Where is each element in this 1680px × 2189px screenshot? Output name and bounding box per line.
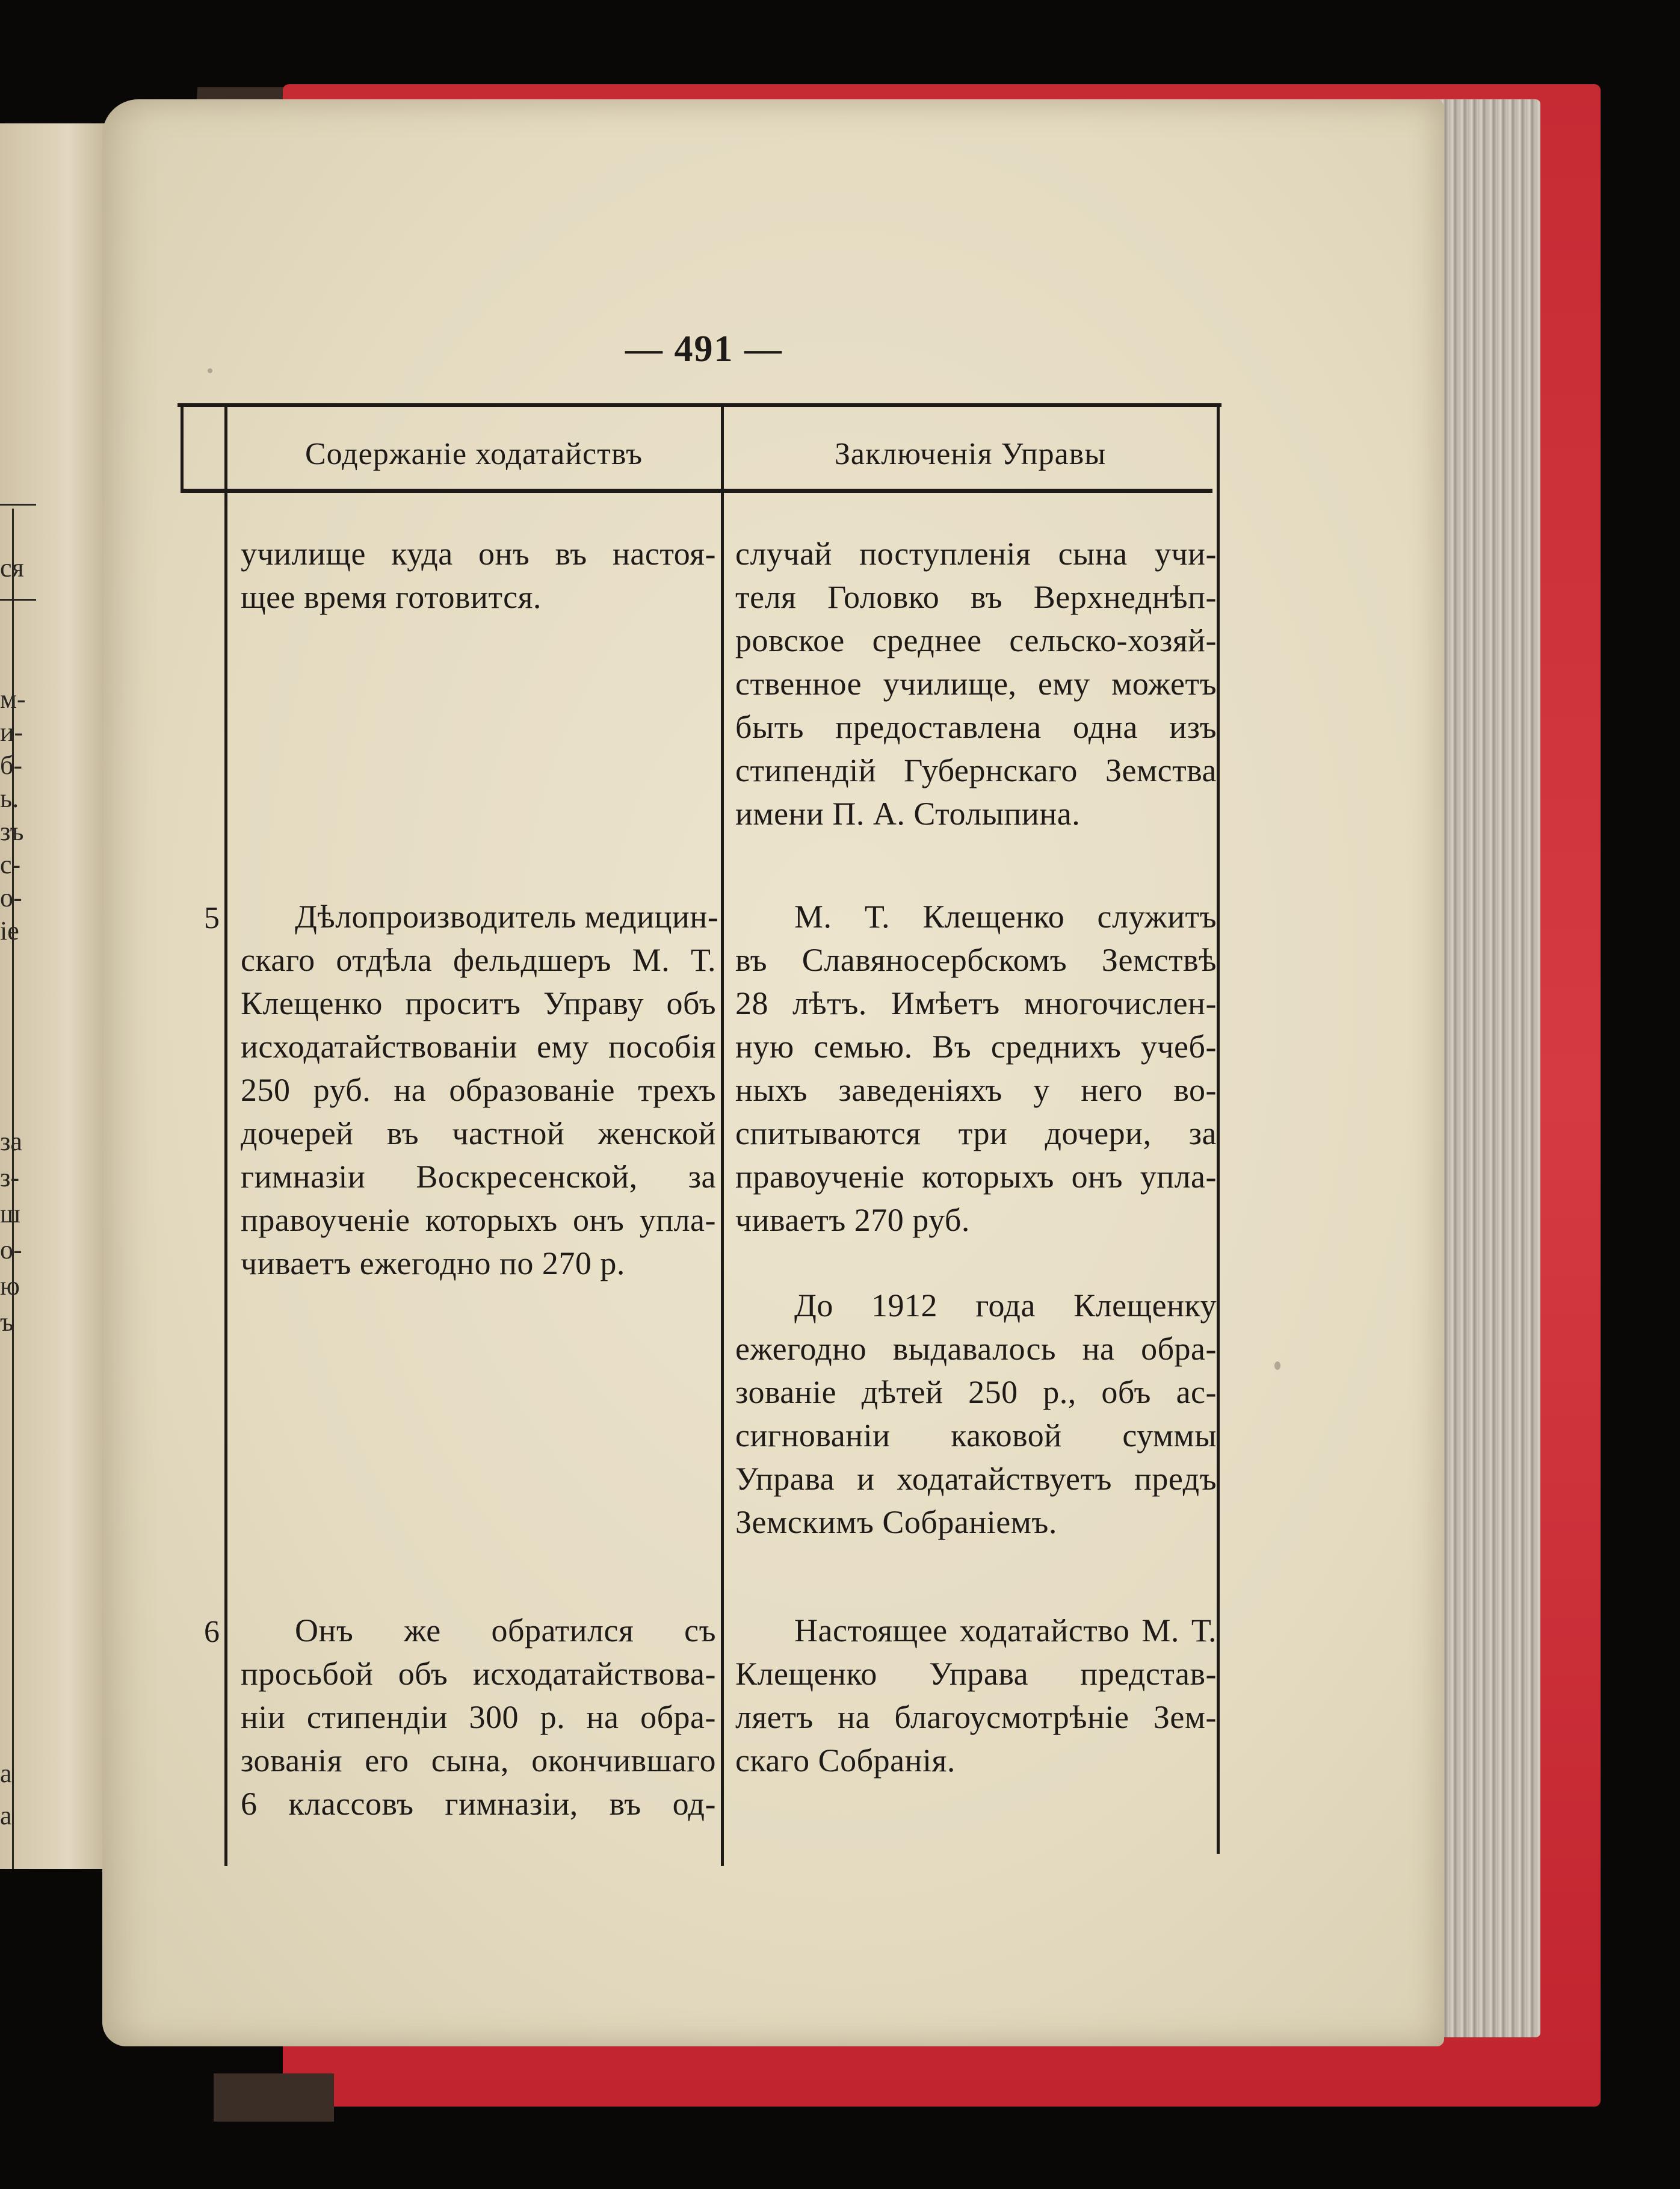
petition-line: 6 классовъ гимназіи, въ од- — [241, 1786, 716, 1822]
header-conclusions: Заключенія Управы — [834, 437, 1107, 471]
header-bottom-rule — [181, 489, 1212, 493]
conclusion-line: теля Головко въ Верхнеднѣп- — [735, 579, 1217, 615]
left-page-text: а — [0, 1759, 12, 1788]
header-petitions: Содержаніе ходатайствъ — [304, 437, 643, 471]
left-page-text: с- — [0, 850, 21, 879]
conclusion-line: 28 лѣтъ. Имѣетъ многочислен- — [735, 985, 1217, 1021]
petition-line: чиваетъ ежегодно по 270 р. — [241, 1245, 625, 1281]
conclusion-line: стипендій Губернскаго Земства — [735, 752, 1217, 788]
conclusion-line: случай поступленія сына учи- — [735, 536, 1217, 572]
conclusion-line: чиваетъ 270 руб. — [735, 1202, 970, 1238]
conclusion-line: скаго Собранія. — [735, 1742, 956, 1779]
left-page-text: з- — [0, 1163, 20, 1192]
petition-line: гимназіи Воскресенской, за — [241, 1159, 716, 1195]
conclusion-line: ежегодно выдавалось на обра- — [735, 1331, 1217, 1367]
conclusion-line: зованіе дѣтей 250 р., объ ас- — [735, 1374, 1217, 1410]
page-number: — 491 — — [625, 329, 783, 370]
conclusion-line: ляетъ на благоусмотрѣніе Зем- — [735, 1699, 1217, 1735]
petition-line: Дѣлопроизводитель медицин- — [295, 899, 719, 935]
left-page-text: ь. — [0, 784, 19, 813]
conclusion-line: ныхъ заведеніяхъ у него во- — [735, 1072, 1217, 1108]
conclusion-line: ную семью. Въ среднихъ учеб- — [735, 1029, 1217, 1065]
conclusion-line: М. Т. Клещенко служитъ — [794, 899, 1217, 935]
conclusion-line: Настоящее ходатайство М. Т. — [794, 1612, 1217, 1649]
row-number: 5 — [204, 901, 220, 935]
conclusion-line: Управа и ходатайствуетъ предъ — [735, 1461, 1217, 1497]
paper-speck — [1274, 1361, 1280, 1370]
left-page-text: ш — [0, 1199, 20, 1228]
left-page-text: а — [0, 1801, 12, 1830]
conclusion-line: Клещенко Управа представ- — [735, 1656, 1217, 1692]
petition-line: Клещенко проситъ Управу объ — [241, 985, 716, 1021]
petition-line: исходатайствованіи ему пособія — [241, 1029, 716, 1065]
petition-line: ніи стипендіи 300 р. на обра- — [241, 1699, 716, 1735]
petition-line: училище куда онъ въ настоя- — [241, 536, 716, 572]
column-divider — [721, 406, 724, 1866]
left-page-text: за — [0, 1127, 22, 1156]
petition-line: правоученіе которыхъ онъ упла- — [241, 1202, 716, 1238]
left-page-text: о- — [0, 883, 22, 912]
conclusion-line: До 1912 года Клещенку — [794, 1287, 1217, 1324]
left-page-text: о- — [0, 1235, 22, 1265]
petition-line: Онъ же обратился съ — [295, 1612, 716, 1649]
left-page-text: ся — [0, 553, 24, 583]
left-page-text: ъ — [0, 1307, 14, 1337]
conclusion-line: имени П. А. Столыпина. — [735, 796, 1081, 832]
conclusion-line: быть предоставлена одна изъ — [735, 709, 1217, 745]
petition-line: дочерей въ частной женской — [241, 1115, 716, 1151]
petition-line: скаго отдѣла фельдшеръ М. Т. — [241, 942, 716, 978]
number-column-divider — [224, 406, 227, 1866]
conclusion-line: ровское среднее сельско-хозяй- — [735, 622, 1217, 658]
conclusion-line: ственное училище, ему можетъ — [735, 666, 1217, 702]
left-page-text: м- — [0, 684, 26, 714]
row-number: 6 — [204, 1615, 220, 1649]
left-page-fragment — [0, 123, 114, 1869]
table-right-border — [1217, 406, 1220, 1854]
conclusion-line: правоученіе которыхъ онъ упла- — [735, 1159, 1217, 1195]
table-left-border — [181, 406, 184, 492]
petition-line: щее время готовится. — [241, 579, 542, 615]
left-page-text: и- — [0, 717, 23, 747]
conclusion-line: въ Славяносербскомъ Земствѣ — [735, 942, 1217, 978]
conclusion-line: Земскимъ Собраніемъ. — [735, 1504, 1057, 1540]
petition-line: 250 руб. на образованіе трехъ — [241, 1072, 716, 1108]
conclusion-line: спитываются три дочери, за — [735, 1115, 1217, 1151]
left-page-text: б- — [0, 751, 23, 780]
left-page-text: ю — [0, 1271, 20, 1301]
petition-line: просьбой объ исходатайствова- — [241, 1656, 716, 1692]
left-page-text: зъ — [0, 817, 24, 846]
conclusion-line: сигнованіи каковой суммы — [735, 1417, 1217, 1454]
table-top-rule — [178, 403, 1221, 407]
book-spine-bottom — [214, 2073, 334, 2122]
left-page-text: іе — [0, 916, 19, 946]
petition-line: зованія его сына, окончившаго — [241, 1742, 716, 1779]
paper-speck — [208, 368, 212, 373]
